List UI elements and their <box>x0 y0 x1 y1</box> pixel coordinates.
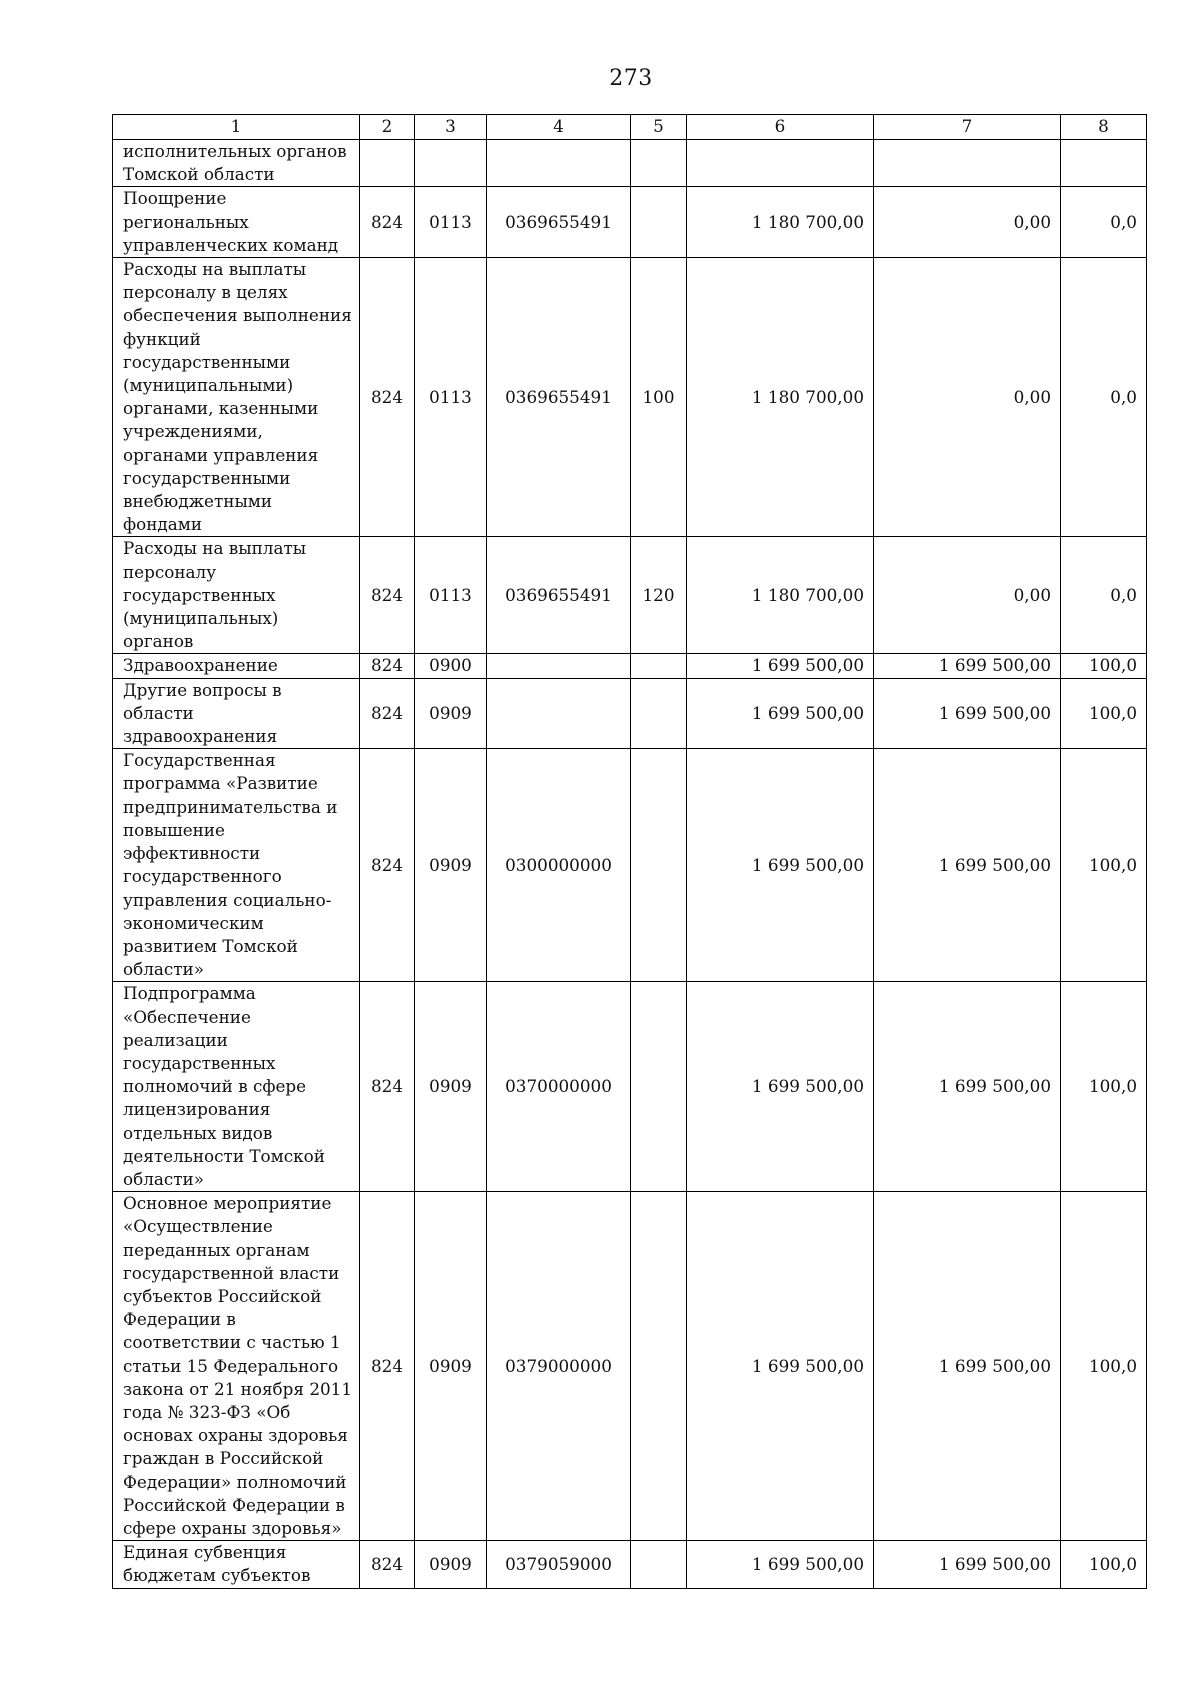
column-header: 7 <box>874 115 1061 140</box>
row-name: Другие вопросы в области здравоохранения <box>113 678 360 749</box>
section-code: 0909 <box>415 749 487 982</box>
plan-amount: 1 699 500,00 <box>687 654 874 678</box>
executed-amount: 1 699 500,00 <box>874 678 1061 749</box>
budget-table <box>112 114 1147 1589</box>
percent-executed: 0,0 <box>1061 258 1147 537</box>
plan-amount: 1 180 700,00 <box>687 187 874 258</box>
executed-amount: 0,00 <box>874 187 1061 258</box>
plan-amount: 1 180 700,00 <box>687 258 874 537</box>
table-row <box>113 678 1147 749</box>
row-name: Здравоохранение <box>113 654 360 678</box>
ministry-code: 824 <box>360 1541 415 1588</box>
plan-amount: 1 699 500,00 <box>687 982 874 1192</box>
percent-executed <box>1061 140 1147 187</box>
target-code: 0369655491 <box>487 187 631 258</box>
column-header: 8 <box>1061 115 1147 140</box>
row-name: Государственная программа «Развитие предпринимательства и повышение эффективности государственного управления социально-экономическим развитием Томской области» <box>113 749 360 982</box>
table-row <box>113 654 1147 678</box>
row-name: Единая субвенция бюджетам субъектов <box>113 1541 360 1588</box>
ministry-code: 824 <box>360 982 415 1192</box>
column-header: 4 <box>487 115 631 140</box>
section-code: 0113 <box>415 258 487 537</box>
table-row <box>113 258 1147 537</box>
target-code: 0370000000 <box>487 982 631 1192</box>
ministry-code: 824 <box>360 1192 415 1541</box>
plan-amount: 1 699 500,00 <box>687 678 874 749</box>
target-code <box>487 678 631 749</box>
section-code: 0900 <box>415 654 487 678</box>
percent-executed: 0,0 <box>1061 537 1147 654</box>
section-code: 0909 <box>415 1541 487 1588</box>
ministry-code: 824 <box>360 678 415 749</box>
ministry-code: 824 <box>360 654 415 678</box>
row-name: Расходы на выплаты персоналу в целях обеспечения выполнения функций государственными (муниципальными) органами, казенными учреждениями, органами управления государственными внебюджетными фондами <box>113 258 360 537</box>
ministry-code: 824 <box>360 537 415 654</box>
target-code <box>487 654 631 678</box>
section-code: 0909 <box>415 982 487 1192</box>
executed-amount: 0,00 <box>874 537 1061 654</box>
expense-type <box>631 749 687 982</box>
table-row <box>113 1192 1147 1541</box>
row-name: Поощрение региональных управленческих команд <box>113 187 360 258</box>
expense-type: 100 <box>631 258 687 537</box>
section-code <box>415 140 487 187</box>
target-code: 0379059000 <box>487 1541 631 1588</box>
plan-amount <box>687 140 874 187</box>
row-name: Расходы на выплаты персоналу государственных (муниципальных) органов <box>113 537 360 654</box>
executed-amount: 0,00 <box>874 258 1061 537</box>
plan-amount: 1 699 500,00 <box>687 749 874 982</box>
target-code: 0369655491 <box>487 258 631 537</box>
plan-amount: 1 699 500,00 <box>687 1541 874 1588</box>
expense-type: 120 <box>631 537 687 654</box>
row-name: Основное мероприятие «Осуществление переданных органам государственной власти субъектов Российской Федерации в соответствии с частью 1 статьи 15 Федерального закона от 21 ноября 2011 года № 323-ФЗ «Об основах охраны здоровья граждан в Российской Федерации» полномочий Российской Федерации в сфере охраны здоровья» <box>113 1192 360 1541</box>
percent-executed: 0,0 <box>1061 187 1147 258</box>
ministry-code: 824 <box>360 187 415 258</box>
percent-executed: 100,0 <box>1061 678 1147 749</box>
row-name: исполнительных органов Томской области <box>113 140 360 187</box>
expense-type <box>631 1541 687 1588</box>
table-row <box>113 187 1147 258</box>
column-header: 1 <box>113 115 360 140</box>
executed-amount: 1 699 500,00 <box>874 1192 1061 1541</box>
section-code: 0909 <box>415 678 487 749</box>
target-code: 0369655491 <box>487 537 631 654</box>
expense-type <box>631 654 687 678</box>
expense-type <box>631 982 687 1192</box>
section-code: 0113 <box>415 187 487 258</box>
plan-amount: 1 699 500,00 <box>687 1192 874 1541</box>
table-row <box>113 1541 1147 1588</box>
executed-amount: 1 699 500,00 <box>874 654 1061 678</box>
page-number: 273 <box>609 66 653 91</box>
percent-executed: 100,0 <box>1061 1541 1147 1588</box>
percent-executed: 100,0 <box>1061 654 1147 678</box>
expense-type <box>631 678 687 749</box>
expense-type <box>631 140 687 187</box>
section-code: 0909 <box>415 1192 487 1541</box>
percent-executed: 100,0 <box>1061 1192 1147 1541</box>
ministry-code <box>360 140 415 187</box>
percent-executed: 100,0 <box>1061 749 1147 982</box>
target-code <box>487 140 631 187</box>
expense-type <box>631 187 687 258</box>
column-header: 3 <box>415 115 487 140</box>
percent-executed: 100,0 <box>1061 982 1147 1192</box>
table-row <box>113 749 1147 982</box>
executed-amount: 1 699 500,00 <box>874 749 1061 982</box>
row-name: Подпрограмма «Обеспечение реализации государственных полномочий в сфере лицензирования отдельных видов деятельности Томской области» <box>113 982 360 1192</box>
target-code: 0379000000 <box>487 1192 631 1541</box>
executed-amount: 1 699 500,00 <box>874 1541 1061 1588</box>
executed-amount: 1 699 500,00 <box>874 982 1061 1192</box>
plan-amount: 1 180 700,00 <box>687 537 874 654</box>
expense-type <box>631 1192 687 1541</box>
ministry-code: 824 <box>360 258 415 537</box>
table-row <box>113 982 1147 1192</box>
executed-amount <box>874 140 1061 187</box>
column-header: 5 <box>631 115 687 140</box>
table-row <box>113 140 1147 187</box>
column-header: 2 <box>360 115 415 140</box>
ministry-code: 824 <box>360 749 415 982</box>
target-code: 0300000000 <box>487 749 631 982</box>
column-header: 6 <box>687 115 874 140</box>
header-row <box>113 115 1147 140</box>
table-row <box>113 537 1147 654</box>
section-code: 0113 <box>415 537 487 654</box>
